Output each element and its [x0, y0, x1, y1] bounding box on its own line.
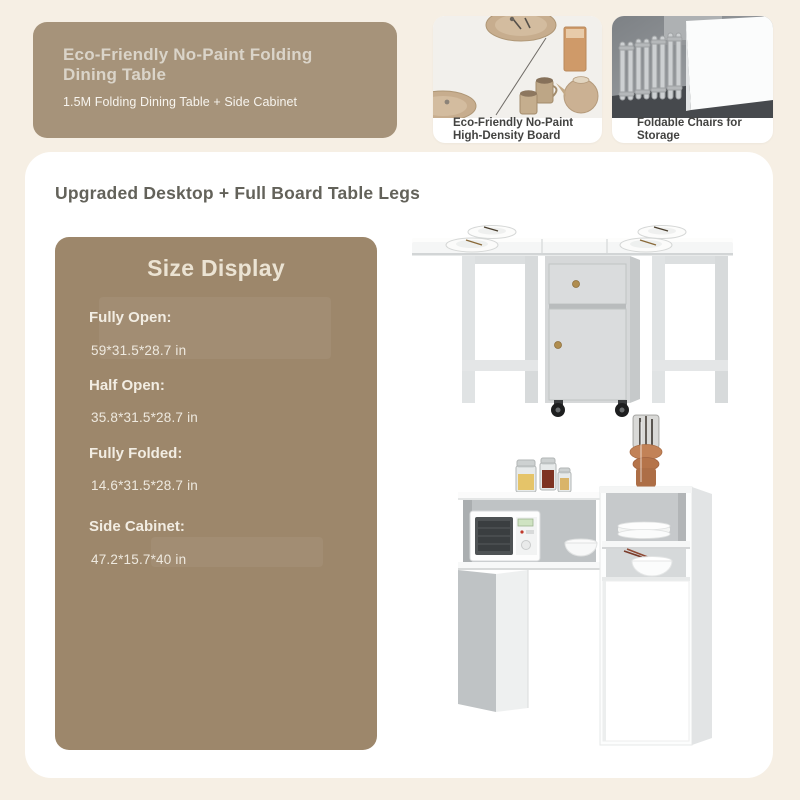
product-image-side-cabinet: [440, 412, 730, 752]
main-panel: [25, 152, 773, 778]
main-title: Upgraded Desktop + Full Board Table Legs: [55, 183, 421, 203]
chairs-caption-line1: Foldable Chairs for: [637, 117, 742, 129]
spec-label-fully-folded: Fully Folded:: [89, 445, 183, 462]
spec-label-half-open: Half Open:: [89, 377, 165, 394]
header-title: Eco-Friendly No-Paint Folding Dining Table: [63, 45, 313, 84]
spec-label-fully-open: Fully Open:: [89, 309, 172, 326]
spec-value-side-cabinet: 47.2*15.7*40 in: [91, 552, 187, 567]
chairs-caption-line2: Storage: [637, 130, 680, 142]
board-caption-line2: High-Density Board: [453, 130, 561, 142]
chairs-photo-image: [612, 16, 773, 118]
info-card-chairs: [612, 16, 773, 143]
spec-label-side-cabinet: Side Cabinet:: [89, 518, 185, 535]
spec-value-fully-open: 59*31.5*28.7 in: [91, 343, 187, 358]
product-image-folding-table: [400, 218, 745, 428]
header-card: [33, 22, 397, 138]
info-card-board: [433, 16, 602, 143]
board-caption-line1: Eco-Friendly No-Paint: [453, 117, 574, 129]
spec-value-fully-folded: 14.6*31.5*28.7 in: [91, 478, 198, 493]
size-panel: [55, 237, 377, 750]
board-photo-image: [433, 16, 602, 118]
size-panel-title: Size Display: [147, 255, 285, 281]
chairs-caption: [637, 117, 773, 143]
header-subtitle: 1.5M Folding Dining Table + Side Cabinet: [63, 95, 298, 109]
board-caption: [453, 117, 593, 143]
spec-value-half-open: 35.8*31.5*28.7 in: [91, 410, 198, 425]
